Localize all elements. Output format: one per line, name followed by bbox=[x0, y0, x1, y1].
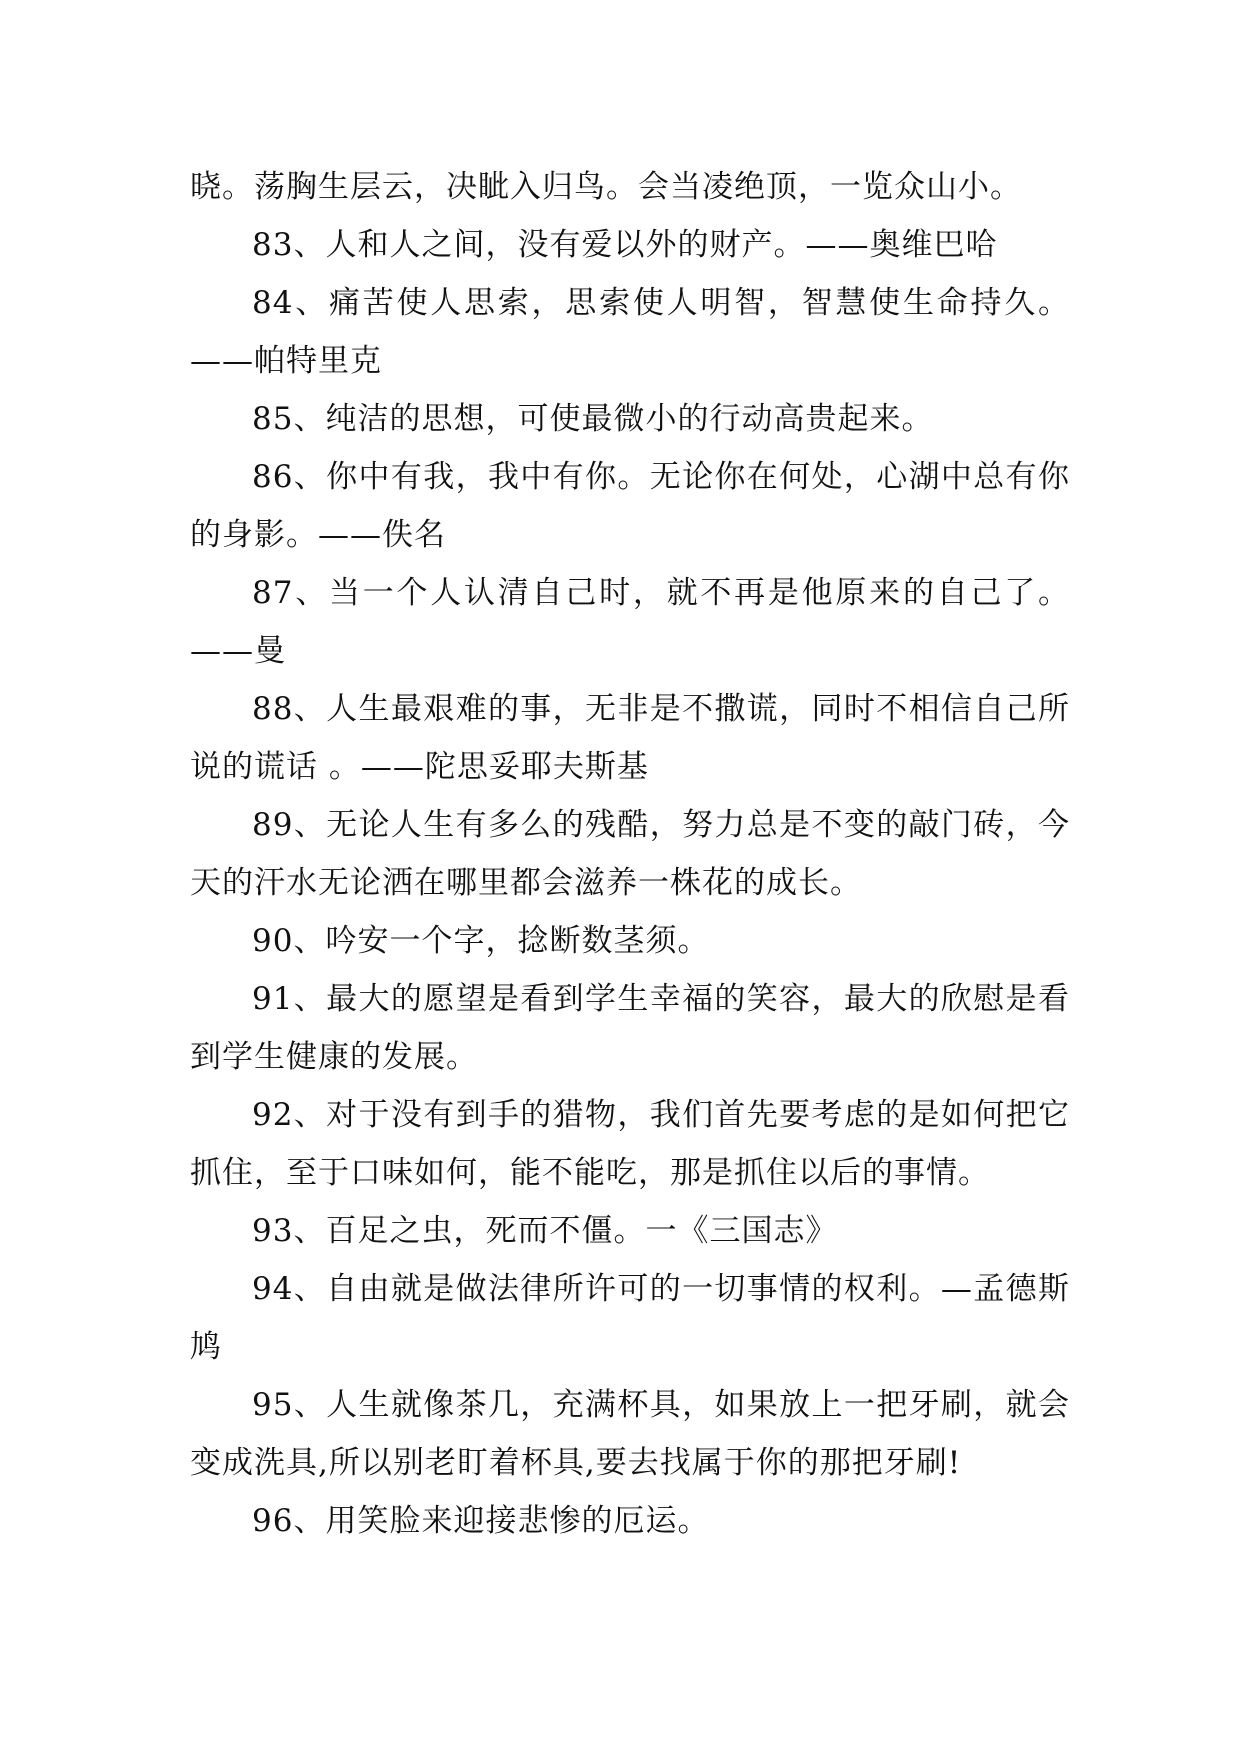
paragraph-quote-88: 88、人生最艰难的事，无非是不撒谎，同时不相信自己所说的谎话 。——陀思妥耶夫斯基 bbox=[190, 691, 1070, 785]
paragraph-poem-continuation: 晓。荡胸生层云，决眦入归鸟。会当凌绝顶，一览众山小。 bbox=[190, 169, 1022, 205]
paragraph-quote-94: 94、自由就是做法律所许可的一切事情的权利。—孟德斯鸠 bbox=[190, 1271, 1070, 1365]
paragraph-quote-93: 93、百足之虫，死而不僵。一《三国志》 bbox=[252, 1213, 838, 1249]
paragraph-quote-90: 90、吟安一个字，捻断数茎须。 bbox=[252, 923, 710, 959]
paragraph-quote-91: 91、最大的愿望是看到学生幸福的笑容，最大的欣慰是看到学生健康的发展。 bbox=[190, 981, 1070, 1075]
document-body bbox=[190, 158, 1070, 1550]
paragraph-quote-96: 96、用笑脸来迎接悲惨的厄运。 bbox=[252, 1503, 710, 1539]
paragraph-quote-84: 84、痛苦使人思索，思索使人明智，智慧使生命持久。——帕特里克 bbox=[190, 285, 1070, 379]
paragraph-quote-83: 83、人和人之间，没有爱以外的财产。——奥维巴哈 bbox=[252, 227, 998, 263]
paragraph-quote-89: 89、无论人生有多么的残酷，努力总是不变的敲门砖，今天的汗水无论洒在哪里都会滋养一株花的成长。 bbox=[190, 807, 1070, 901]
paragraph-quote-86: 86、你中有我，我中有你。无论你在何处，心湖中总有你的身影。——佚名 bbox=[190, 459, 1070, 553]
paragraph-quote-85: 85、纯洁的思想，可使最微小的行动高贵起来。 bbox=[252, 401, 934, 437]
paragraph-quote-92: 92、对于没有到手的猎物，我们首先要考虑的是如何把它抓住，至于口味如何，能不能吃，那是抓住以后的事情。 bbox=[190, 1097, 1070, 1191]
paragraph-quote-95: 95、人生就像茶几，充满杯具，如果放上一把牙刷，就会变成洗具,所以别老盯着杯具,要去找属于你的那把牙刷! bbox=[190, 1387, 1070, 1481]
paragraph-quote-87: 87、当一个人认清自己时，就不再是他原来的自己了。——曼 bbox=[190, 575, 1070, 669]
